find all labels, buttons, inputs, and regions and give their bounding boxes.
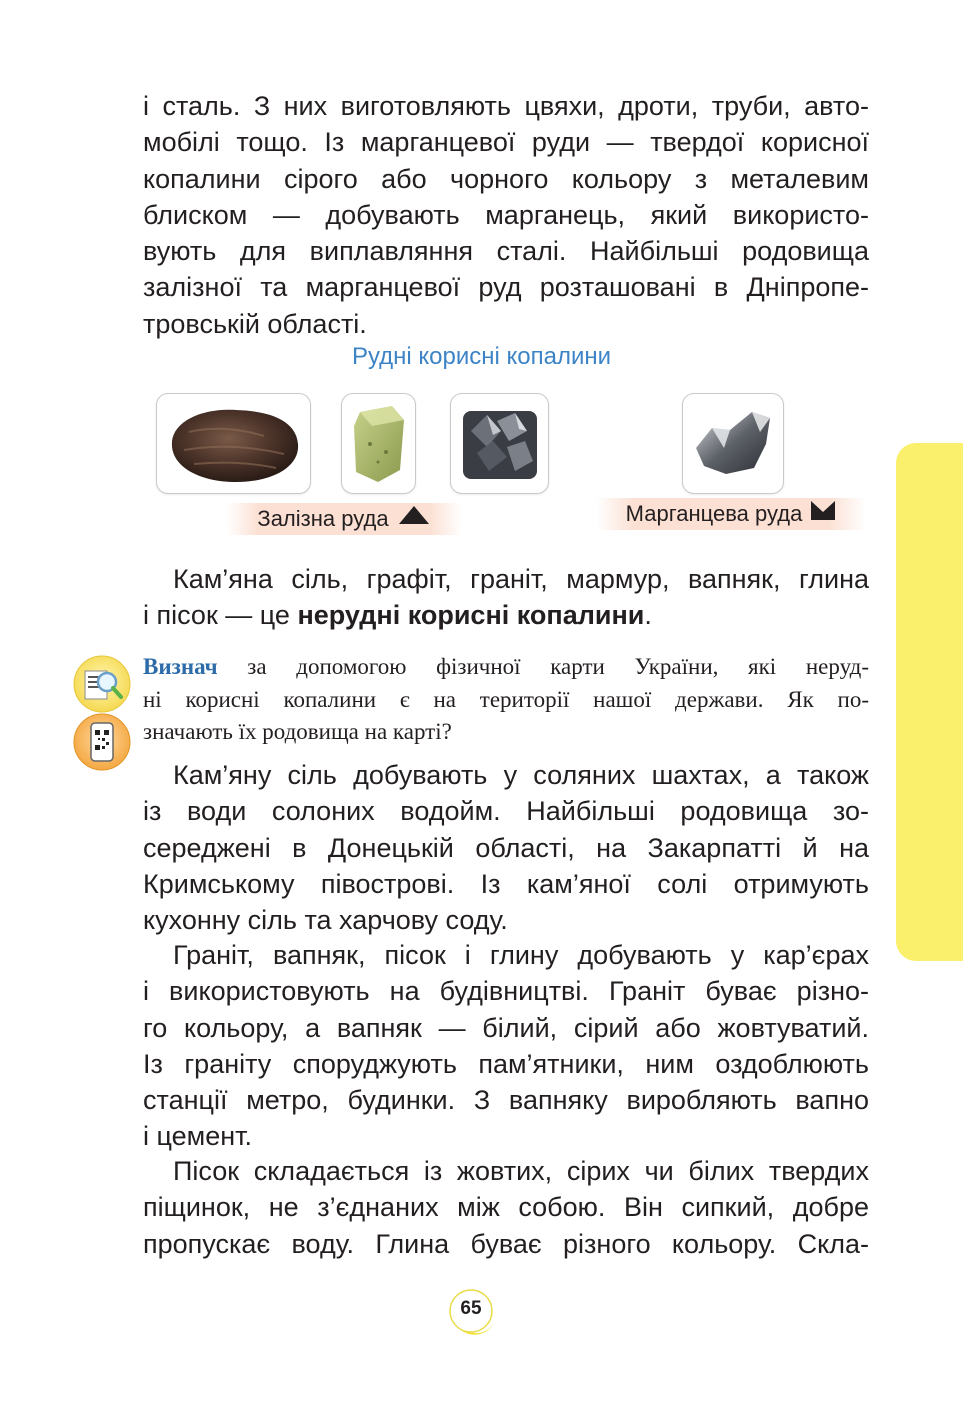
text-line: блиском — добувають марганець, який використо-: [143, 199, 869, 230]
text-line: Пісок складається із жовтих, сірих чи білих твердих: [173, 1156, 869, 1186]
paragraph-granite: [143, 937, 869, 1155]
iron-ore-sample-1-image: [156, 393, 311, 494]
text-line: і використовують на будівництві. Граніт буває різно-: [143, 976, 869, 1007]
task-block: [143, 651, 869, 749]
paragraph-nonore: [143, 561, 869, 597]
paragraph-salt: [143, 757, 869, 938]
text-line: вують для виплавляння сталі. Найбільші родовища: [143, 236, 869, 267]
text-line: значають їх родовища на карті?: [143, 719, 452, 744]
text-line: пропускає воду. Глина буває різного кольору. Скла-: [143, 1228, 869, 1259]
text-span: .: [644, 600, 652, 630]
text-line: тровській області.: [143, 308, 367, 339]
text-line: Кримському півострові. Із кам’яної солі отримують: [143, 868, 869, 899]
text-line: ні корисні копалини є на території нашої держави. Як по-: [143, 686, 869, 712]
manganese-ore-label-text: Марганцева руда: [625, 501, 803, 526]
text-line: [143, 597, 869, 633]
bold-term: нерудні корисні копалини: [297, 600, 645, 630]
text-line: Кам’яну сіль добувають у соляних шахтах, а також: [173, 760, 869, 790]
page-number: 65: [460, 1298, 482, 1319]
text-line: Граніт, вапняк, пісок і глину добувають у кар’єрах: [173, 940, 869, 970]
task-keyword: Визнач: [143, 654, 218, 679]
text-line: кухонну сіль та харчову соду.: [143, 905, 508, 936]
text-line: [143, 651, 869, 684]
text-line: середжені в Донецькій області, на Закарпатті й на: [143, 832, 869, 863]
text-span: за допомогою фізичної карти України, які неруд-: [217, 654, 869, 679]
iron-ore-label-text: Залізна руда: [257, 506, 389, 531]
text-line: із води солоних водойм. Найбільші родовища зо-: [143, 796, 869, 827]
iron-ore-sample-2-image: [341, 393, 416, 494]
manganese-ore-label: [596, 498, 866, 530]
text-line: Кам’яна сіль, графіт, граніт, мармур, вапняк, глина: [173, 564, 869, 594]
paragraph-sand: [143, 1153, 869, 1262]
figure-caption: Рудні корисні копалини: [351, 343, 612, 370]
text-line: мобілі тощо. Із марганцевої руди — твердої корисної: [143, 127, 869, 158]
iron-ore-label: [226, 503, 462, 535]
manganese-m-icon: [810, 498, 836, 530]
paragraph-ore-continued: [143, 88, 869, 342]
page-number-badge: [445, 1287, 497, 1339]
text-line: і сталь. З них виготовляють цвяхи, дроти, труби, авто-: [143, 91, 869, 121]
text-line: копалини сірого або чорного кольору з металевим: [143, 163, 869, 194]
text-line: го кольору, а вапняк — білий, сірий або жовтуватий.: [143, 1012, 869, 1043]
black-triangle-icon: [397, 503, 431, 535]
iron-ore-sample-3-image: [450, 393, 549, 494]
qr-phone-icon: [73, 713, 131, 771]
text-span: і пісок — це: [143, 600, 298, 630]
text-line: залізної та марганцевої руд розташовані в Дніпропе-: [143, 272, 869, 303]
paragraph-nonore-line2: [143, 597, 869, 633]
manganese-ore-image: [682, 393, 784, 494]
text-line: Із граніту споруджують пам’ятники, ним оздоблюють: [143, 1048, 869, 1079]
text-line: станції метро, будинки. З вапняку виробляють вапно: [143, 1085, 869, 1116]
magnifier-document-icon: [73, 655, 131, 713]
text-line: піщинок, не з’єднаних між собою. Він сипкий, добре: [143, 1192, 869, 1223]
text-line: і цемент.: [143, 1121, 253, 1152]
chapter-side-tab: [896, 443, 963, 961]
